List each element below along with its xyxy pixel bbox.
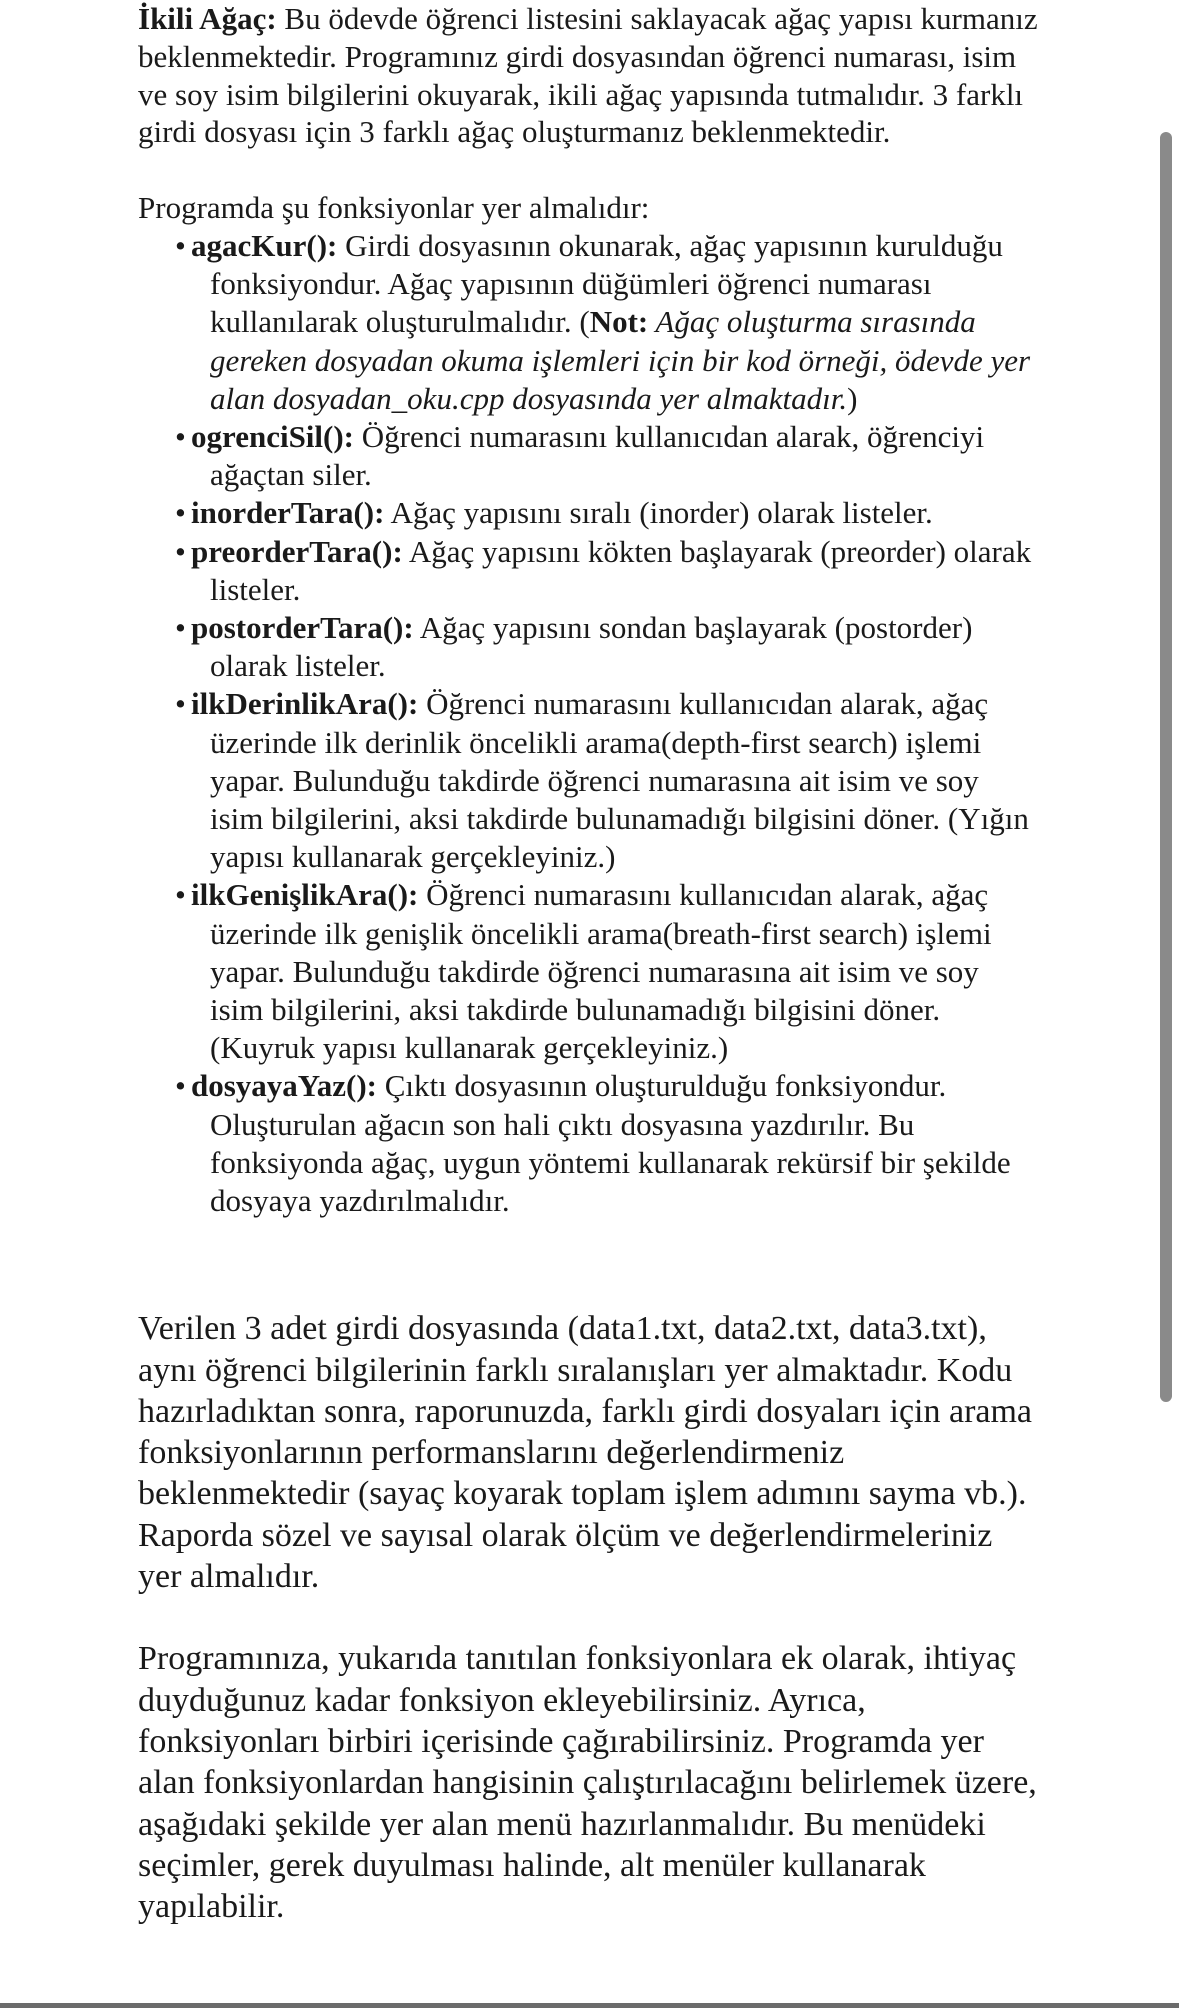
menu-paragraph: Programınıza, yukarıda tanıtılan fonksiyonlara ek olarak, ihtiyaç duyduğunuz kadar fonksiyon ekleyebilirsiniz. Ayrıca, fonksiyonları birbiri içerisinde çağırabilirsiniz. Programda yer alan fonksiyonlardan hangisinin çalıştırılacağını belirlemek üzere, aşağıdaki şekilde yer alan menü hazırlanmalıdır. Bu menüdeki seçimler, gerek duyulması halinde, alt menüler kullanarak yapılabilir.	[138, 1640, 1037, 1926]
function-desc: Ağaç yapısını sıralı (inorder) olarak listeler.	[384, 495, 933, 531]
function-name: inorderTara():	[191, 495, 385, 531]
function-item-preordertara	[138, 533, 1038, 609]
function-desc: Öğrenci numarasını kullanıcıdan alarak, öğrenciyi ağaçtan siler.	[210, 419, 985, 493]
intro-label: İkili Ağaç:	[138, 1, 277, 36]
function-item-dosyayayaz	[138, 1067, 1038, 1220]
function-name: dosyayaYaz():	[191, 1068, 377, 1104]
function-desc: Çıktı dosyasının oluşturulduğu fonksiyondur. Oluşturulan ağacın son hali çıktı dosyasına yazdırılır. Bu fonksiyonda ağaç, uygun yöntemi kullanarak rekürsif bir şekilde dosyaya yazdırılmalıdır.	[210, 1068, 1011, 1219]
note-text: Ağaç oluşturma sırasında gereken dosyadan okuma işlemleri için bir kod örneği, ödevde yer alan dosyadan_oku.cpp dosyasında yer almaktadır.	[210, 304, 1031, 416]
bottom-divider	[0, 2003, 1179, 2008]
note-close: )	[847, 380, 858, 416]
document-page	[138, 0, 1038, 1927]
intro-paragraph	[138, 0, 1038, 151]
bullet-icon: •	[175, 495, 186, 531]
report-paragraph: Verilen 3 adet girdi dosyasında (data1.txt, data2.txt, data3.txt), aynı öğrenci bilgilerinin farklı sıralanışları yer almaktadır. Kodu hazırladıktan sonra, raporunuzda, farklı girdi dosyaları için arama fonksiyonlarının performanslarını değerlendirmeniz beklenmektedir (sayaç koyarak toplam işlem adımını sayma vb.). Raporda sözel ve sayısal olarak ölçüm ve değerlendirmeleriniz yer almalıdır.	[138, 1310, 1033, 1596]
function-item-ilkderinlikara	[138, 685, 1038, 876]
function-name: ilkDerinlikAra():	[191, 686, 419, 722]
function-desc: Girdi dosyasının okunarak, ağaç yapısının kurulduğu fonksiyondur. Ağaç yapısının düğümleri öğrenci numarası kullanılarak oluşturulmalıdır. (	[210, 227, 1003, 340]
function-list	[138, 227, 1038, 1220]
function-item-inordertara	[138, 494, 1038, 532]
vertical-scrollbar-thumb[interactable]	[1160, 132, 1172, 1402]
function-name: postorderTara():	[191, 610, 414, 646]
bullet-icon: •	[175, 610, 186, 646]
bullet-icon: •	[175, 877, 186, 913]
function-desc: Öğrenci numarasını kullanıcıdan alarak, ağaç üzerinde ilk genişlik öncelikli arama(breath-first search) işlemi yapar. Bulunduğu takdirde öğrenci numarasına ait isim ve soy isim bilgilerini, aksi takdirde bulunamadığı bilgisini döner. (Kuyruk yapısı kullanarak gerçekleyiniz.)	[210, 877, 992, 1066]
functions-intro: Programda şu fonksiyonlar yer almalıdır:	[138, 190, 650, 226]
bullet-icon: •	[175, 1068, 186, 1104]
function-name: ogrenciSil():	[191, 419, 355, 454]
function-desc: Ağaç yapısını kökten başlayarak (preorder) olarak listeler.	[210, 533, 1032, 607]
bullet-icon: •	[175, 419, 186, 454]
bullet-icon: •	[175, 227, 186, 263]
function-item-ogrencisil	[138, 418, 1038, 494]
note-label: Not:	[589, 304, 649, 340]
function-item-agackur	[138, 227, 1038, 418]
function-desc: Öğrenci numarasını kullanıcıdan alarak, ağaç üzerinde ilk derinlik öncelikli arama(depth-first search) işlemi yapar. Bulunduğu takdirde öğrenci numarasına ait isim ve soy isim bilgilerini, aksi takdirde bulunamadığı bilgisini döner. (Yığın yapısı kullanarak gerçekleyiniz.)	[210, 686, 1029, 875]
bullet-icon: •	[175, 686, 186, 722]
function-item-postordertara	[138, 609, 1038, 685]
function-name: preorderTara():	[191, 533, 403, 569]
function-name: agacKur():	[191, 227, 338, 263]
function-name: ilkGenişlikAra():	[191, 877, 419, 913]
function-desc: Ağaç yapısını sondan başlayarak (postorder) olarak listeler.	[210, 610, 973, 684]
intro-text: Bu ödevde öğrenci listesini saklayacak ağaç yapısı kurmanız beklenmektedir. Programınız girdi dosyasından öğrenci numarası, isim ve soy isim bilgilerini okuyarak, ikili ağaç yapısında tutmalıdır. 3 farklı girdi dosyası için 3 farklı ağaç oluşturmanız beklenmektedir.	[138, 1, 1038, 150]
bullet-icon: •	[175, 533, 186, 569]
function-item-ilkgenislikara	[138, 876, 1038, 1067]
